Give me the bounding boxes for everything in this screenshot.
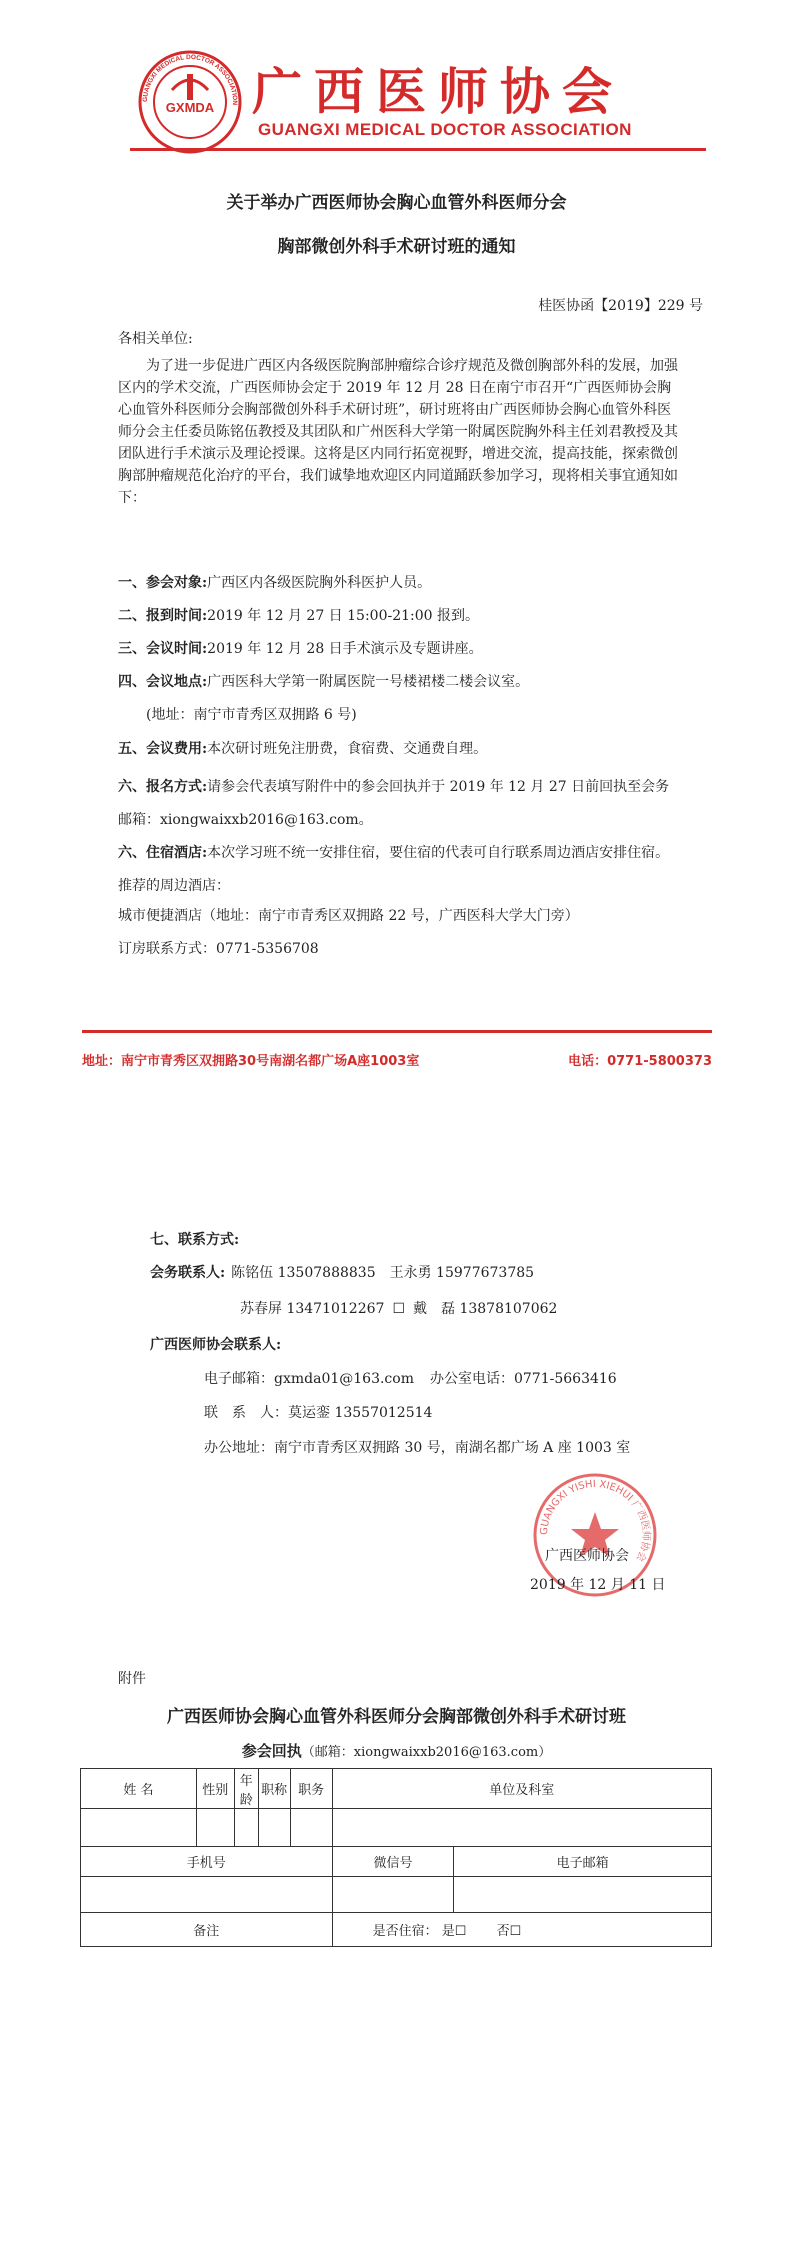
- registration-form: [80, 1768, 712, 1947]
- cell-age[interactable]: [234, 1809, 258, 1847]
- item-attendees: 一、参会对象:广西区内各级医院胸外科医护人员。: [118, 575, 432, 591]
- association-email-row: 电子邮箱：gxmda01@163.com 办公室电话：0771-5663416: [204, 1371, 617, 1387]
- conference-contacts-row1: 会务联系人: 陈铭伍 13507888835 王永勇 15977673785: [150, 1265, 535, 1281]
- remarks-label: 备注: [81, 1913, 333, 1947]
- lodging-yes-checkbox[interactable]: ☐: [454, 1924, 467, 1939]
- item-venue-address: (地址：南宁市青秀区双拥路 6 号): [146, 707, 357, 723]
- cell-position[interactable]: [290, 1809, 332, 1847]
- cell-title[interactable]: [258, 1809, 290, 1847]
- lodging-question: 是否住宿： 是☐ 否☐: [332, 1913, 711, 1947]
- seal-ring-text: GUANGXI YISHI XIEHUI 广西医师协会: [538, 1478, 652, 1564]
- lodging-no-checkbox[interactable]: ☐: [509, 1924, 522, 1939]
- header-unit: 单位及科室: [332, 1769, 711, 1809]
- header-position: 职务: [290, 1769, 332, 1809]
- cell-email[interactable]: [454, 1877, 712, 1913]
- org-name-en: GUANGXI MEDICAL DOCTOR ASSOCIATION: [258, 120, 632, 139]
- header-rule: [130, 148, 706, 151]
- notice-title-line1: 关于举办广西医师协会胸心血管外科医师分会: [226, 193, 567, 213]
- attachment-label: 附件: [118, 1671, 146, 1687]
- document-number: 桂医协函【2019】229 号: [538, 298, 703, 314]
- footer-address: 地址：南宁市青秀区双拥路30号南湖名都广场A座1003室: [82, 1054, 420, 1069]
- attachment-title: 广西医师协会胸心血管外科医师分会胸部微创外科手术研讨班: [167, 1707, 626, 1727]
- cell-unit[interactable]: [332, 1809, 711, 1847]
- header-age: 年龄: [234, 1769, 258, 1809]
- header-title: 职称: [258, 1769, 290, 1809]
- hotel-name: 城市便捷酒店（地址：南宁市青秀区双拥路 22 号，广西医科大学大门旁）: [118, 908, 579, 924]
- logo-abbrev: GXMDA: [165, 100, 215, 115]
- item-fees: 五、会议费用:本次研讨班免注册费，食宿费、交通费自理。: [118, 741, 488, 757]
- salutation: 各相关单位:: [118, 331, 193, 347]
- association-logo: [138, 50, 242, 154]
- item-registration: 六、报名方式:请参会代表填写附件中的参会回执并于 2019 年 12 月 27 日前回执至会务邮箱：xiongwaixxb2016@163.com。: [118, 779, 670, 828]
- footer-rule: [82, 1030, 712, 1033]
- header-gender: 性别: [196, 1769, 234, 1809]
- header-phone: 手机号: [81, 1847, 333, 1877]
- cell-wechat[interactable]: [332, 1877, 454, 1913]
- header-wechat: 微信号: [332, 1847, 454, 1877]
- logo-ring-text: GUANGXI MEDICAL DOCTOR ASSOCIATION: [141, 53, 239, 106]
- contact-heading: 七、联系方式:: [150, 1232, 240, 1248]
- signature-date: 2019 年 12 月 11 日: [530, 1577, 666, 1593]
- association-contact-person: 联 系 人：莫运銮 13557012514: [204, 1405, 433, 1421]
- cell-phone[interactable]: [81, 1877, 333, 1913]
- association-contact-label: 广西医师协会联系人:: [150, 1337, 282, 1353]
- conference-contacts-row2: 苏春屏 13471012267 ☐ 戴 磊 13878107062: [240, 1301, 558, 1317]
- cell-name[interactable]: [81, 1809, 197, 1847]
- footer: [82, 1050, 712, 1069]
- attachment-subtitle: 参会回执（邮箱：xiongwaixxb2016@163.com）: [241, 1742, 552, 1760]
- org-name-cn: 广西医师协会: [252, 63, 624, 121]
- item-meeting-time: 三、会议时间:2019 年 12 月 28 日手术演示及专题讲座。: [118, 641, 483, 657]
- header-name: 姓 名: [81, 1769, 197, 1809]
- item-hotel: 六、住宿酒店:本次学习班不统一安排住宿，要住宿的代表可自行联系周边酒店安排住宿。推荐的周边酒店：: [118, 845, 670, 894]
- notice-title-line2: 胸部微创外科手术研讨班的通知: [277, 237, 516, 257]
- item-venue: 四、会议地点:广西医科大学第一附属医院一号楼裙楼二楼会议室。: [118, 674, 530, 690]
- header-email: 电子邮箱: [454, 1847, 712, 1877]
- hotel-phone: 订房联系方式：0771-5356708: [118, 941, 319, 957]
- item-registration-time: 二、报到时间:2019 年 12 月 27 日 15:00-21:00 报到。: [118, 608, 480, 624]
- association-office-address: 办公地址：南宁市青秀区双拥路 30 号，南湖名都广场 A 座 1003 室: [204, 1440, 631, 1456]
- signature-org: 广西医师协会: [545, 1548, 629, 1564]
- footer-phone: 电话：0771-5800373: [568, 1054, 712, 1069]
- intro-paragraph: 为了进一步促进广西区内各级医院胸部肿瘤综合诊疗规范及微创胸部外科的发展，加强区内的学术交流，广西医师协会定于 2019 年 12 月 28 日在南宁市召开“广西医师协会胸心血管外科医师分会胸部微创外科手术研讨班”，研讨班将由广西医师协会胸心血管外科医师分会主任委员陈铭伍教授及其团队和广州医科大学第一附属医院胸外科主任刘君教授及其团队进行手术演示及理论授课。这将是区内同行拓宽视野，增进交流，提高技能，探索微创胸部肿瘤规范化治疗的平台，我们诚挚地欢迎区内同道踊跃参加学习，现将相关事宜通知如下：: [118, 358, 678, 506]
- cell-gender[interactable]: [196, 1809, 234, 1847]
